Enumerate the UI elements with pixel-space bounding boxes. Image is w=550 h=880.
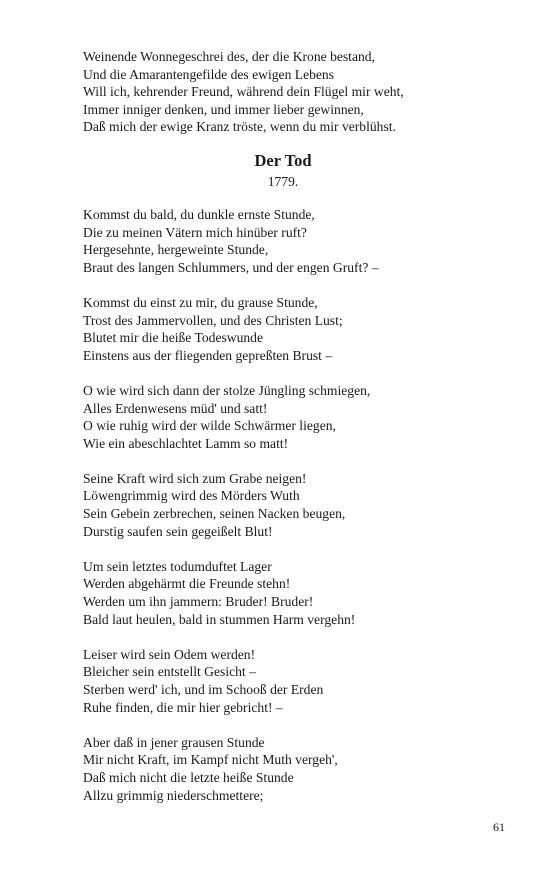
verse-line: Kommst du einst zu mir, du grause Stunde, (83, 294, 318, 310)
verse-line: Sein Gebein zerbrechen, seinen Nacken beugen, (83, 506, 346, 522)
verse-line: Hergesehnte, hergeweinte Stunde, (83, 242, 269, 258)
verse-line: Kommst du bald, du dunkle ernste Stunde, (83, 206, 315, 222)
page-number: 61 (493, 820, 505, 834)
verse-line: Um sein letztes todumduftet Lager (83, 558, 272, 574)
verse-line: Bleicher sein entstellt Gesicht – (83, 664, 256, 680)
verse-line: Bald laut heulen, bald in stummen Harm vergehn! (83, 611, 356, 627)
verse-line: Löwengrimmig wird des Mörders Wuth (83, 488, 300, 504)
stanza (83, 206, 483, 276)
stanza-break (83, 716, 483, 734)
verse-line: Trost des Jammervollen, und des Christen Lust; (83, 312, 343, 328)
opening-stanza (83, 48, 483, 136)
verse-line: Daß mich der ewige Kranz tröste, wenn du mir verblühst. (83, 119, 396, 135)
verse-line: Werden abgehärmt die Freunde stehn! (83, 576, 291, 592)
verse-line: O wie wird sich dann der stolze Jüngling schmiegen, (83, 382, 371, 398)
verse-line: Und die Amarantengefilde des ewigen Lebens (83, 66, 335, 82)
verse-line: Allzu grimmig niederschmettere; (83, 787, 264, 803)
verse-line: Immer inniger denken, und immer lieber gewinnen, (83, 101, 364, 117)
verse-line: Durstig saufen sein gegeißelt Blut! (83, 523, 273, 539)
verse-line: Sterben werd' ich, und im Schooß der Erden (83, 682, 324, 697)
poem-year: 1779. (267, 173, 299, 189)
verse-line: Aber daß in jener grausen Stunde (83, 734, 265, 750)
stanza-break (83, 276, 483, 294)
stanza (83, 382, 483, 452)
verse-line: Seine Kraft wird sich zum Grabe neigen! (83, 470, 307, 486)
stanza-break (83, 540, 483, 558)
verse-line: Daß mich nicht die letzte heiße Stunde (83, 769, 294, 785)
verse-line: Werden um ihn jammern: Bruder! Bruder! (83, 594, 314, 610)
poem-title: Der Tod (254, 150, 312, 170)
stanza (83, 470, 483, 540)
stanza (83, 558, 483, 628)
verse-line: Will ich, kehrender Freund, während dein Flügel mir weht, (83, 84, 404, 100)
verse-line: Alles Erdenwesens müd' und satt! (83, 400, 268, 416)
stanza-break (83, 628, 483, 646)
verse-line: Mir nicht Kraft, im Kampf nicht Muth vergeh', (83, 752, 338, 768)
verse-line: Die zu meinen Vätern mich hinüber ruft? (83, 224, 307, 240)
verse-line: Ruhe finden, die mir hier gebricht! – (83, 699, 283, 715)
verse-line: Blutet mir die heiße Todeswunde (83, 330, 264, 346)
stanza-break (83, 452, 483, 470)
stanza (83, 734, 483, 804)
poem-heading (83, 150, 483, 192)
page-content (83, 48, 483, 804)
verse-line: Braut des langen Schlummers, und der engen Gruft? – (83, 259, 379, 275)
verse-line: Leiser wird sein Odem werden! (83, 646, 256, 662)
stanza (83, 646, 483, 716)
verse-line: Weinende Wonnegeschrei des, der die Krone bestand, (83, 49, 375, 64)
stanza-break (83, 364, 483, 382)
verse-line: Einstens aus der fliegenden gepreßten Brust – (83, 347, 333, 363)
verse-line: O wie ruhig wird der wilde Schwärmer liegen, (83, 418, 336, 434)
verse-line: Wie ein abeschlachtet Lamm so matt! (83, 435, 289, 451)
stanza (83, 294, 483, 364)
